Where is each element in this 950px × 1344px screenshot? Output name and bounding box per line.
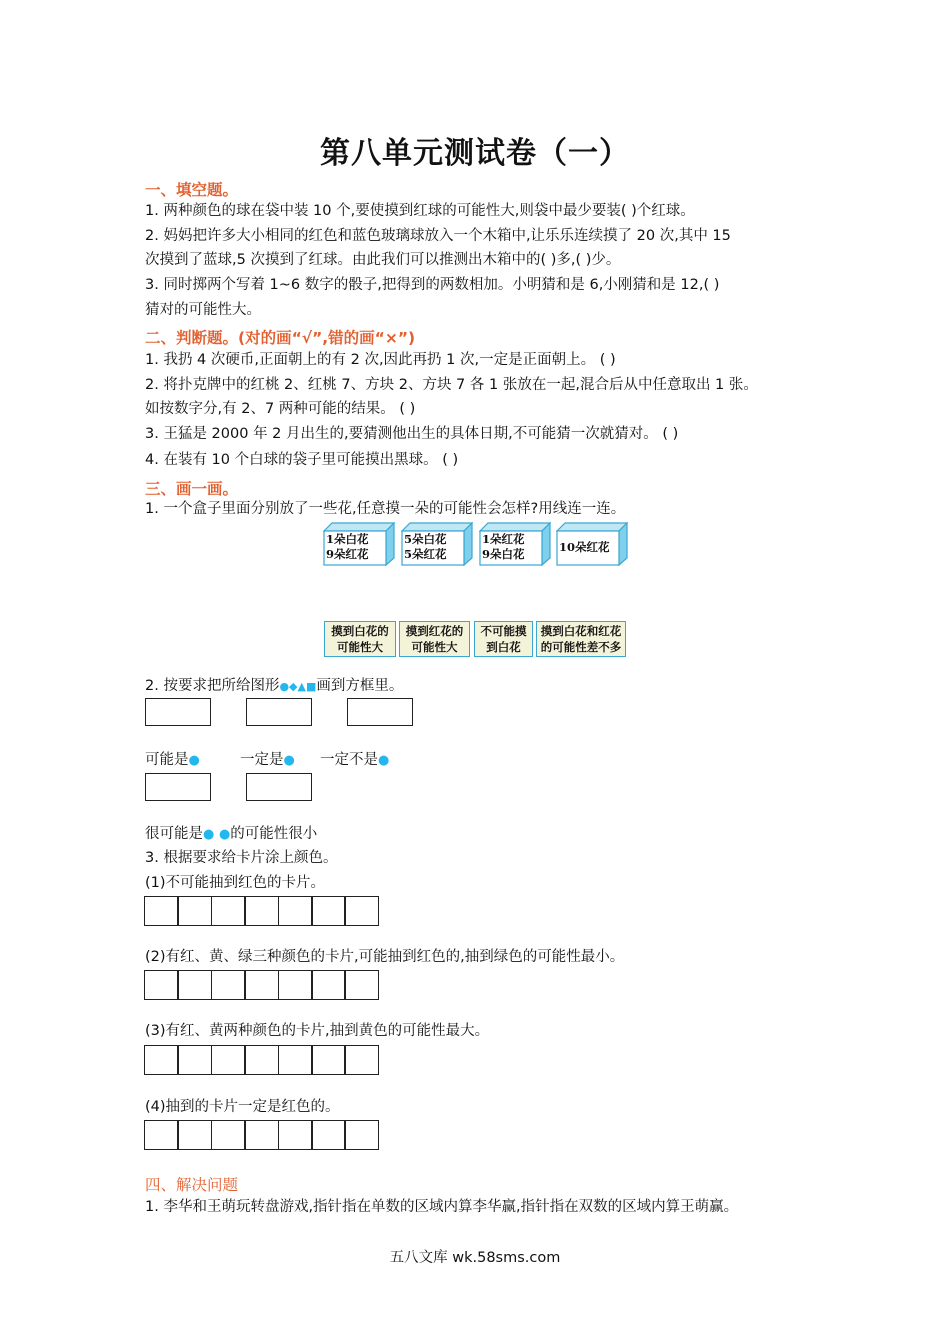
fill-line-3: 次摸到了蓝球,5 次摸到了红球。由此我们可以推测出木箱中的( )多,( )少。 — [145, 252, 621, 268]
card-cell[interactable] — [311, 970, 346, 1000]
card-cell[interactable] — [144, 896, 179, 926]
card-cell[interactable] — [278, 1120, 313, 1150]
dot-icon: ● — [188, 753, 200, 768]
draw-q2-prefix: 2. 按要求把所给图形 — [145, 678, 280, 694]
draw-q1: 1. 一个盒子里面分别放了一些花,任意摸一朵的可能性会怎样?用线连一连。 — [145, 501, 626, 517]
solve-q1: 1. 李华和王萌玩转盘游戏,指针指在单数的区域内算李华赢,指针指在双数的区域内算王萌赢。 — [145, 1199, 739, 1215]
answer-box[interactable] — [246, 773, 312, 801]
draw-q2 — [145, 676, 403, 697]
card-cell[interactable] — [177, 896, 212, 926]
card-cell[interactable] — [278, 1045, 313, 1075]
card-cell[interactable] — [311, 1045, 346, 1075]
option-red-likely — [399, 621, 470, 657]
judge-line-1: 1. 我扔 4 次硬币,正面朝上的有 2 次,因此再扔 1 次,一定是正面朝上。 ( ) — [145, 352, 616, 368]
card-cell[interactable] — [144, 1120, 179, 1150]
box-line: 5朵红花 — [404, 547, 447, 561]
dot-icon: ● — [283, 753, 295, 768]
card-cell[interactable] — [244, 1045, 279, 1075]
box-line: 9朵红花 — [326, 547, 369, 561]
label-text: 很可能是 — [145, 826, 203, 842]
label-text: 一定不是 — [320, 752, 378, 768]
flower-box-1 — [323, 522, 395, 566]
option-white-likely — [324, 621, 396, 657]
card-row-4 — [144, 1120, 378, 1150]
dot-icon: ● — [218, 827, 231, 842]
judge-line-3: 如按数字分,有 2、7 两种可能的结果。 ( ) — [145, 401, 416, 417]
section-fill-heading: 一、填空题。 — [145, 181, 239, 199]
label-likely — [145, 824, 317, 845]
fill-line-1: 1. 两种颜色的球在袋中装 10 个,要使摸到红球的可能性大,则袋中最少要装( )个红球。 — [145, 203, 695, 219]
draw-q3: 3. 根据要求给卡片涂上颜色。 — [145, 850, 338, 866]
card-row-1 — [144, 896, 378, 926]
answer-box[interactable] — [347, 698, 413, 726]
card-cell[interactable] — [344, 1045, 379, 1075]
box-line: 1朵红花 — [482, 532, 525, 546]
flower-box-4 — [556, 522, 628, 566]
dot-icon: ● — [378, 753, 390, 768]
card-cell[interactable] — [244, 1120, 279, 1150]
card-cell[interactable] — [311, 1120, 346, 1150]
fill-line-4: 3. 同时掷两个写着 1~6 数字的骰子,把得到的两数相加。小明猜和是 6,小刚猜和是 12,( ) — [145, 277, 720, 293]
card-cell[interactable] — [211, 1045, 246, 1075]
label-certain-not — [320, 750, 389, 771]
option-line: 摸到红花的 — [405, 624, 464, 638]
card-cell[interactable] — [211, 896, 246, 926]
card-question-3: (3)有红、黄两种颜色的卡片,抽到黄色的可能性最大。 — [145, 1023, 490, 1039]
option-line: 的可能性差不多 — [540, 640, 622, 654]
card-cell[interactable] — [144, 1045, 179, 1075]
card-cell[interactable] — [278, 970, 313, 1000]
answer-box[interactable] — [145, 773, 211, 801]
section-draw-heading: 三、画一画。 — [145, 480, 239, 498]
section-solve-heading: 四、解决问题 — [145, 1176, 239, 1194]
answer-box[interactable] — [145, 698, 211, 726]
card-cell[interactable] — [311, 896, 346, 926]
card-cell[interactable] — [244, 970, 279, 1000]
judge-line-2: 2. 将扑克牌中的红桃 2、红桃 7、方块 2、方块 7 各 1 张放在一起,混合后从中任意取出 1 张。 — [145, 377, 758, 393]
fill-line-5: 猜对的可能性大。 — [145, 302, 261, 318]
card-question-1: (1)不可能抽到红色的卡片。 — [145, 875, 326, 891]
answer-box[interactable] — [246, 698, 312, 726]
label-possible — [145, 750, 200, 771]
label-certain — [240, 750, 295, 771]
label-text: 一定是 — [240, 752, 284, 768]
option-line: 摸到白花的 — [331, 624, 389, 638]
card-cell[interactable] — [144, 970, 179, 1000]
card-row-2 — [144, 970, 378, 1000]
card-cell[interactable] — [344, 1120, 379, 1150]
card-cell[interactable] — [177, 1120, 212, 1150]
label-text: 的可能性很小 — [230, 826, 318, 842]
box-line: 1朵白花 — [326, 532, 369, 546]
card-question-2: (2)有红、黄、绿三种颜色的卡片,可能抽到红色的,抽到绿色的可能性最小。 — [145, 949, 625, 965]
section-judge-heading: 二、判断题。(对的画“√”,错的画“×”) — [145, 329, 416, 347]
flower-box-3 — [479, 522, 551, 566]
flower-box-2 — [401, 522, 473, 566]
footer-watermark: 五八文库 wk.58sms.com — [389, 1250, 561, 1266]
dot-icon: ● — [203, 827, 215, 842]
box-line: 10朵红花 — [559, 540, 610, 554]
option-line: 可能性大 — [411, 640, 458, 654]
card-cell[interactable] — [344, 970, 379, 1000]
label-text: 可能是 — [145, 752, 189, 768]
option-line: 可能性大 — [337, 640, 383, 654]
shape-icons: ●◆▲■ — [279, 680, 317, 693]
box-line: 5朵白花 — [404, 532, 447, 546]
judge-line-4: 3. 王猛是 2000 年 2 月出生的,要猜测他出生的具体日期,不可能猜一次就猜对。 ( ) — [145, 426, 679, 442]
card-cell[interactable] — [211, 1120, 246, 1150]
card-cell[interactable] — [177, 1045, 212, 1075]
card-cell[interactable] — [278, 896, 313, 926]
draw-q2-suffix: 画到方框里。 — [316, 678, 404, 694]
card-cell[interactable] — [344, 896, 379, 926]
fill-line-2: 2. 妈妈把许多大小相同的红色和蓝色玻璃球放入一个木箱中,让乐乐连续摸了 20 次,其中 15 — [145, 228, 731, 244]
page-title: 第八单元测试卷（一） — [320, 136, 630, 171]
option-line: 不可能摸 — [480, 624, 527, 638]
box-line: 9朵白花 — [482, 547, 525, 561]
option-equal — [536, 621, 626, 657]
option-line: 到白花 — [486, 640, 521, 654]
card-cell[interactable] — [244, 896, 279, 926]
option-line: 摸到白花和红花 — [540, 624, 622, 638]
card-row-3 — [144, 1045, 378, 1075]
option-no-white — [474, 621, 533, 657]
card-cell[interactable] — [211, 970, 246, 1000]
card-cell[interactable] — [177, 970, 212, 1000]
card-question-4: (4)抽到的卡片一定是红色的。 — [145, 1099, 340, 1115]
judge-line-5: 4. 在装有 10 个白球的袋子里可能摸出黑球。 ( ) — [145, 452, 459, 468]
